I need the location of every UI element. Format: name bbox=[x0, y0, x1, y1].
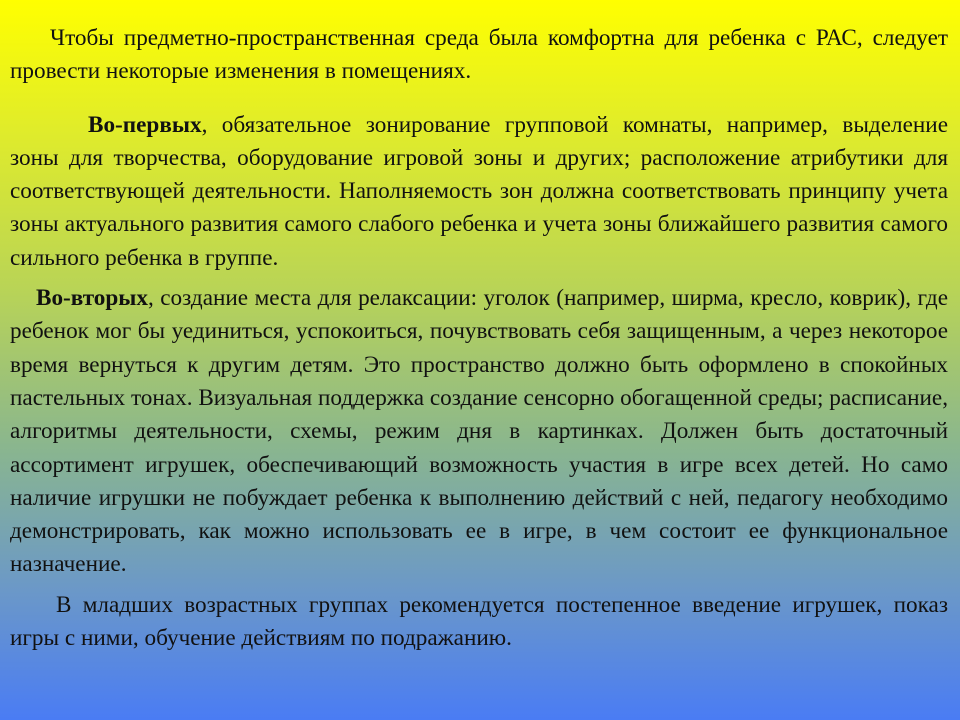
paragraph-first-lead: Во-первых bbox=[88, 111, 202, 138]
paragraph-first-text: , обязательное зонирование групповой комнаты, например, выделение зоны для творчества, оборудование игровой зоны и других; расположение атрибутики для соответствующей деятельности. Наполняемость зон должна соответствовать принципу учета зоны актуального развития самого слабого ребенка и учета зоны ближайшего развития самого сильного ребенка в группе. bbox=[10, 111, 948, 271]
paragraph-closing bbox=[10, 589, 948, 656]
paragraph-second-text: , создание места для релаксации: уголок (например, ширма, кресло, коврик), где ребенок мог бы уединиться, успокоиться, почувствовать себя защищенным, а через некоторое время вернуться к другим детям. Это пространство должно быть оформлено в спокойных пастельных тонах. Визуальная поддержка создание сенсорно обогащенной среды; расписание, алгоритмы деятельности, схемы, режим дня в картинках. Должен быть достаточный ассортимент игрушек, обеспечивающий возможность участия в игре всех детей. Но само наличие игрушки не побуждает ребенка к выполнению действий с ней, педагогу необходимо демонстрировать, как можно использовать ее в игре, в чем состоит ее функциональное назначение. bbox=[10, 285, 948, 578]
paragraph-second-lead: Во-вторых bbox=[36, 285, 148, 312]
paragraph-closing-text: В младших возрастных группах рекомендуется постепенное введение игрушек, показ игры с ними, обучение действиям по подражанию. bbox=[10, 591, 948, 652]
paragraph-second bbox=[10, 282, 948, 582]
paragraph-intro-text: Чтобы предметно-пространственная среда была комфортна для ребенка с РАС, следует провести некоторые изменения в помещениях. bbox=[10, 25, 948, 85]
paragraph-intro bbox=[10, 22, 948, 89]
paragraph-first bbox=[10, 109, 948, 275]
